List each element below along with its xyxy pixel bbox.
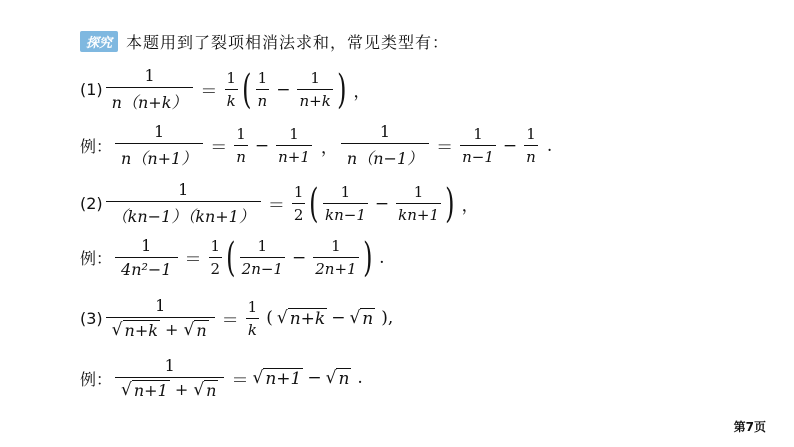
minus-sign: − (307, 368, 322, 388)
example-2-coef (209, 237, 223, 278)
formula-2-coef (292, 183, 306, 224)
denominator: 2 (209, 257, 223, 278)
formula-1-end: ， (353, 82, 371, 102)
denominator: 4n²−1 (115, 257, 177, 279)
denominator: 2n+1 (313, 257, 358, 278)
formula-1-lhs (106, 66, 194, 113)
numerator: 1 (210, 237, 221, 255)
example-3-label: 例： (80, 369, 113, 389)
numerator: 1 (293, 183, 304, 201)
intro-line (80, 30, 449, 53)
example-2-label: 例： (80, 249, 113, 268)
denominator: √ n+1 + √ n (115, 377, 224, 400)
left-paren: ( (242, 66, 252, 113)
right-paren: ) (336, 66, 347, 113)
sqrt: √ n+k (111, 320, 158, 340)
page-number: 第7页 (733, 420, 766, 434)
minus-sign: − (276, 79, 291, 100)
formula-1-label: (1) (80, 80, 103, 99)
numerator: 1 (236, 125, 246, 143)
denominator: n (524, 145, 538, 166)
formula-3-coef (246, 298, 260, 339)
minus-sign: − (254, 135, 270, 156)
formula-2-term-a (323, 183, 368, 224)
numerator: 1 (257, 237, 268, 255)
minus-sign: − (331, 308, 346, 328)
minus-sign: − (502, 135, 518, 156)
right-paren: ) (362, 234, 373, 281)
example-1-end: . (546, 135, 553, 156)
numerator: 1 (340, 183, 351, 201)
numerator: 1 (144, 66, 155, 85)
separator: ， (320, 138, 338, 158)
example-3-lhs (115, 356, 224, 400)
formula-3 (80, 296, 393, 340)
numerator: 1 (289, 125, 299, 143)
example-1 (80, 122, 552, 169)
example-2-term-a (240, 237, 285, 278)
numerator: 1 (164, 356, 175, 375)
denominator: √ n+k + √ n (106, 317, 215, 340)
left-paren: ( (309, 180, 319, 227)
denominator: n+1 (276, 145, 312, 166)
numerator: 1 (331, 237, 341, 255)
formula-2 (80, 180, 479, 227)
equals-sign: ＝ (184, 250, 202, 270)
denominator: n（n+1） (115, 143, 203, 169)
formula-2-end: ， (461, 196, 479, 216)
right-paren: ) (445, 180, 455, 227)
example-1-b (234, 125, 248, 166)
formula-1-term-b (297, 69, 332, 110)
explore-badge: 探究 (80, 31, 118, 52)
denominator: n−1 (460, 145, 496, 166)
example-2-lhs (115, 236, 177, 279)
example-1-c (276, 125, 312, 166)
minus-sign: − (374, 193, 390, 214)
numerator: 1 (379, 122, 391, 141)
denominator: n（n−1） (341, 143, 429, 169)
example-2 (80, 236, 385, 279)
example-1-a (115, 122, 203, 169)
denominator: n+k (297, 89, 332, 110)
numerator: 1 (413, 183, 424, 201)
denominator: n（n+k） (106, 87, 194, 113)
numerator: 1 (155, 296, 166, 315)
example-1-d (341, 122, 429, 169)
formula-3-lhs (106, 296, 215, 340)
denominator: kn−1 (323, 203, 368, 224)
denominator: n (234, 145, 248, 166)
denominator: n (256, 89, 270, 110)
equals-sign: ＝ (221, 310, 239, 331)
denominator: 2 (292, 203, 306, 224)
formula-2-lhs (106, 180, 261, 227)
numerator: 1 (178, 180, 189, 199)
numerator: 1 (247, 297, 258, 316)
example-1-label: 例： (80, 137, 113, 156)
denominator: kn+1 (396, 203, 441, 224)
equals-sign: ＝ (210, 138, 228, 158)
sqrt: √ n+1 (121, 380, 168, 400)
formula-3-label: (3) (80, 308, 103, 328)
denominator: k (225, 89, 238, 110)
minus-sign: − (291, 247, 307, 268)
equals-sign: ＝ (200, 82, 218, 102)
left-paren: ( (226, 234, 236, 281)
example-2-term-b (313, 237, 358, 278)
example-1-e (460, 125, 496, 166)
formula-3-end: ), (381, 308, 394, 328)
numerator: 1 (310, 69, 320, 87)
numerator: 1 (473, 125, 483, 143)
formula-1-term-a (256, 69, 270, 110)
formula-1-coef (224, 69, 238, 110)
numerator: 1 (257, 69, 268, 87)
formula-2-term-b (396, 183, 441, 224)
sqrt: √ n (183, 320, 207, 340)
equals-sign: ＝ (267, 196, 285, 216)
example-1-f (524, 125, 538, 166)
numerator: 1 (141, 236, 152, 255)
sqrt: √ n (193, 380, 217, 400)
open-paren: ( (266, 308, 273, 328)
denominator: 2n−1 (240, 257, 285, 278)
sqrt: √ n (325, 367, 350, 389)
example-2-end: . (379, 247, 385, 268)
sqrt: √ n (349, 307, 374, 329)
intro-text: 本题用到了裂项相消法求和，常见类型有： (126, 33, 450, 52)
denominator: k (246, 318, 259, 339)
numerator: 1 (526, 125, 536, 143)
equals-sign: ＝ (231, 370, 249, 391)
equals-sign: ＝ (436, 138, 454, 158)
formula-1 (80, 66, 370, 113)
example-3 (80, 356, 363, 400)
denominator: （kn−1）（kn+1） (106, 201, 261, 227)
sqrt: √ n+k (276, 307, 326, 329)
sqrt: √ n+1 (252, 367, 302, 389)
formula-2-label: (2) (80, 194, 103, 213)
numerator: 1 (154, 122, 165, 141)
example-3-end: . (357, 368, 363, 388)
numerator: 1 (226, 69, 236, 87)
